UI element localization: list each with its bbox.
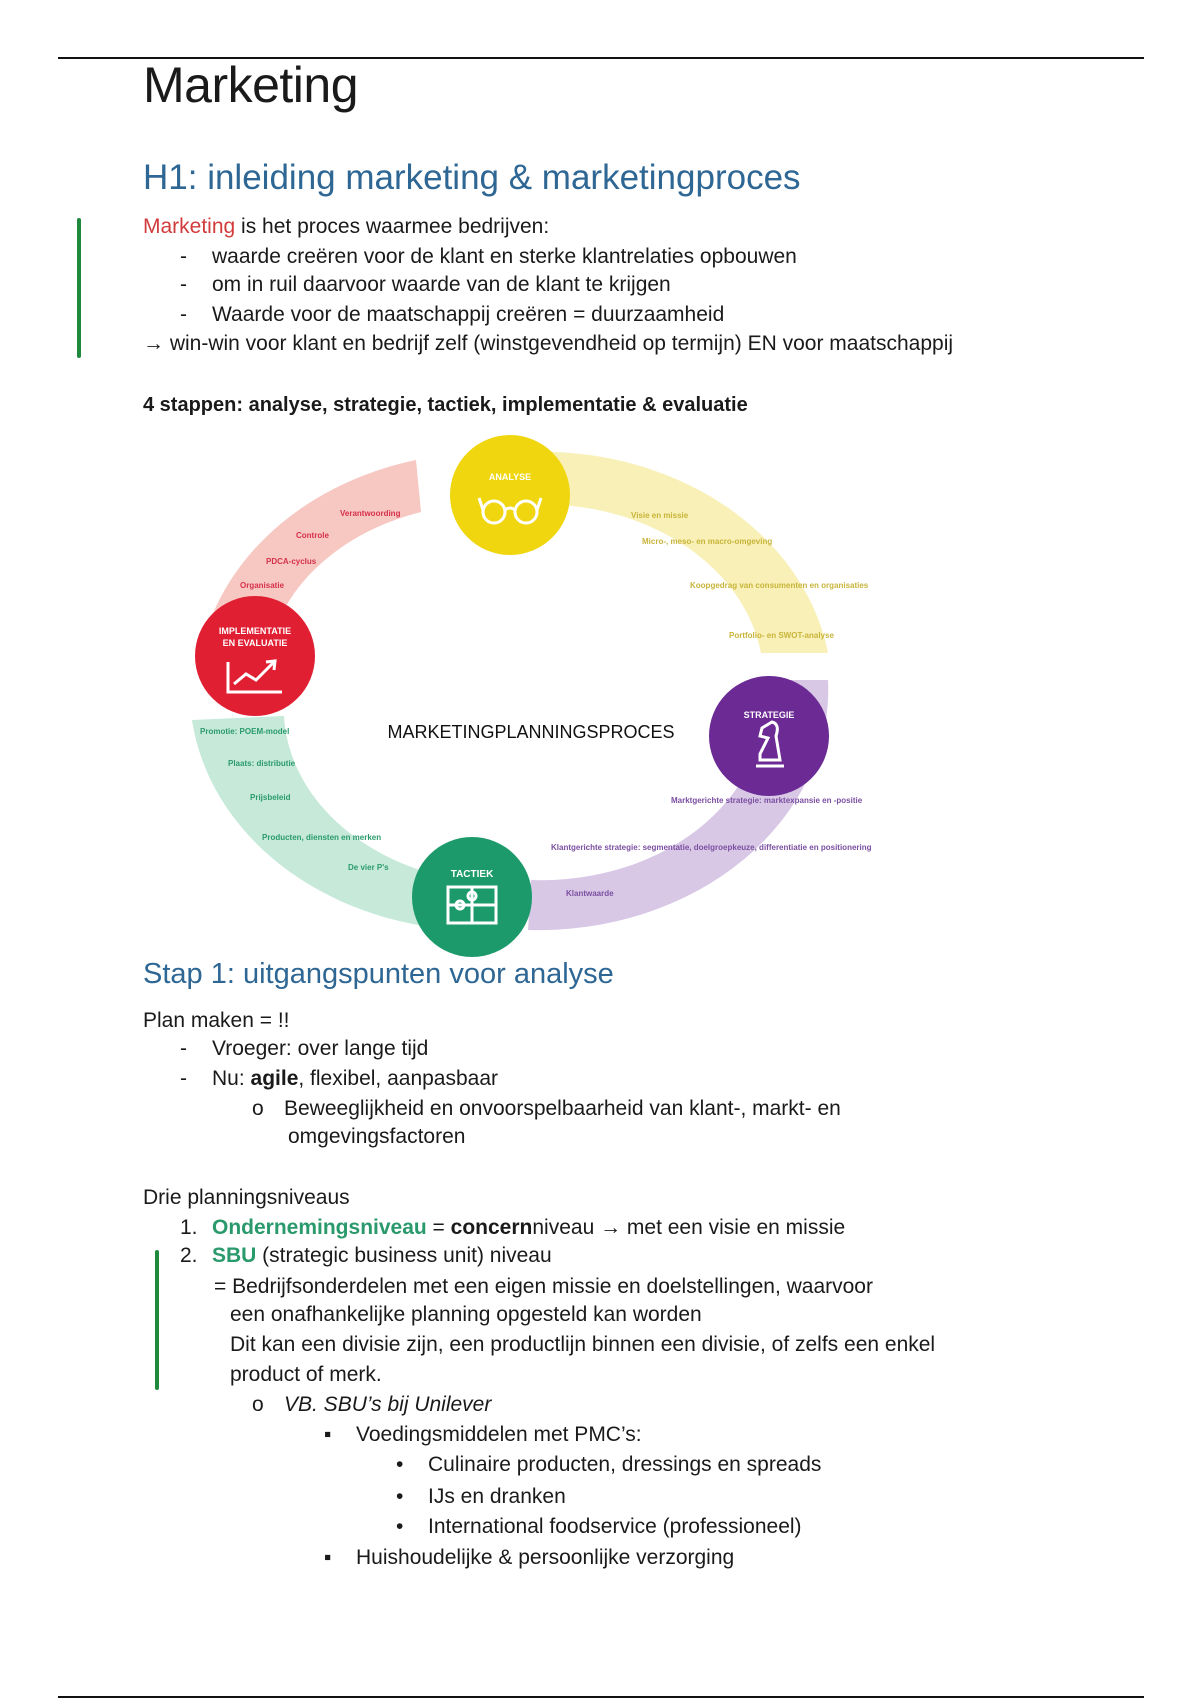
diagram-item: De vier P's xyxy=(348,863,389,872)
margin-bar-1 xyxy=(77,218,81,358)
cycle-svg xyxy=(176,440,872,940)
evaluatie-label: EN EVALUATIE xyxy=(222,638,288,648)
diagram-item: Controle xyxy=(296,531,329,540)
diagram-item: Producten, diensten en merken xyxy=(262,833,382,842)
win-win-conclusion: → win-win voor klant en bedrijf zelf (winstgevendheid op termijn) EN voor maatschappij xyxy=(143,332,954,355)
definition-rest: is het proces waarmee bedrijven: xyxy=(235,215,550,238)
list-item: - waarde creëren voor de klant en sterke klantrelaties opbouwen xyxy=(180,245,797,268)
tactiek-label: TACTIEK xyxy=(450,869,494,880)
plan-maken: Plan maken = !! xyxy=(143,1009,290,1032)
list-item: o Beweeglijkheid en onvoorspelbaarheid van klant-, markt- en xyxy=(252,1097,841,1120)
sbu-definition: = Bedrijfsonderdelen met een eigen missie en doelstellingen, waarvoor xyxy=(214,1275,873,1298)
diagram-item: Plaats: distributie xyxy=(228,759,296,768)
list-item: - Nu: agile, flexibel, aanpasbaar xyxy=(180,1067,499,1090)
diagram-item: Klantwaarde xyxy=(566,889,614,898)
list-item: - Waarde voor de maatschappij creëren = duurzaamheid xyxy=(180,303,725,326)
diagram-item: Koopgedrag van consumenten en organisaties xyxy=(690,581,869,590)
diagram-item: Marktgerichte strategie: marktexpansie en -positie xyxy=(671,796,863,805)
drie-planningsniveaus: Drie planningsniveaus xyxy=(143,1186,350,1209)
margin-bar-2 xyxy=(155,1250,159,1390)
list-item: 2. SBU (strategic business unit) niveau xyxy=(180,1244,552,1267)
implementatie-circle xyxy=(195,596,315,716)
sbu-definition: product of merk. xyxy=(230,1363,382,1386)
list-item: 1. Ondernemingsniveau = concernniveau → met een visie en missie xyxy=(180,1216,846,1239)
diagram-item: Prijsbeleid xyxy=(250,793,291,802)
four-steps: 4 stappen: analyse, strategie, tactiek, implementatie & evaluatie xyxy=(143,394,748,416)
diagram-item: PDCA-cyclus xyxy=(266,557,317,566)
section-heading-1: H1: inleiding marketing & marketingproces xyxy=(143,158,801,197)
marketing-term: Marketing xyxy=(143,215,236,238)
diagram-center-label: MARKETINGPLANNINGSPROCES xyxy=(387,722,675,742)
list-item: - om in ruil daarvoor waarde van de klant te krijgen xyxy=(180,273,671,296)
list-item: - Vroeger: over lange tijd xyxy=(180,1037,429,1060)
sbu-definition: een onafhankelijke planning opgesteld kan worden xyxy=(230,1303,702,1326)
list-item: ▪ Huishoudelijke & persoonlijke verzorging xyxy=(324,1546,735,1569)
page-title: Marketing xyxy=(143,57,359,113)
strategie-label: STRATEGIE xyxy=(743,710,795,720)
bottom-rule xyxy=(58,1696,1144,1698)
strategie-circle xyxy=(709,676,829,796)
diagram-item: Verantwoording xyxy=(340,509,401,518)
analyse-circle xyxy=(450,435,570,555)
analyse-label: ANALYSE xyxy=(488,472,532,482)
diagram-item: Portfolio- en SWOT-analyse xyxy=(729,631,834,640)
sbu-definition: Dit kan een divisie zijn, een productlijn binnen een divisie, of zelfs een enkel xyxy=(230,1333,936,1356)
implementatie-label: IMPLEMENTATIE xyxy=(218,626,292,636)
list-item: • IJs en dranken xyxy=(396,1485,566,1508)
diagram-item: Promotie: POEM-model xyxy=(200,727,290,736)
diagram-item: Klantgerichte strategie: segmentatie, doelgroepkeuze, differentiatie en positionering xyxy=(551,843,872,852)
marketing-cycle-diagram xyxy=(176,440,872,940)
diagram-item: Micro-, meso- en macro-omgeving xyxy=(642,537,773,546)
list-item: • Culinaire producten, dressings en spreads xyxy=(396,1453,822,1476)
list-item: • International foodservice (professioneel) xyxy=(396,1515,802,1538)
list-item: o VB. SBU’s bij Unilever xyxy=(252,1393,492,1416)
list-item-continued: omgevingsfactoren xyxy=(288,1125,466,1148)
list-item: ▪ Voedingsmiddelen met PMC’s: xyxy=(324,1423,642,1446)
diagram-item: Organisatie xyxy=(240,581,285,590)
marketing-definition xyxy=(143,214,549,240)
section-heading-2: Stap 1: uitgangspunten voor analyse xyxy=(143,958,614,990)
diagram-item: Visie en missie xyxy=(631,511,689,520)
